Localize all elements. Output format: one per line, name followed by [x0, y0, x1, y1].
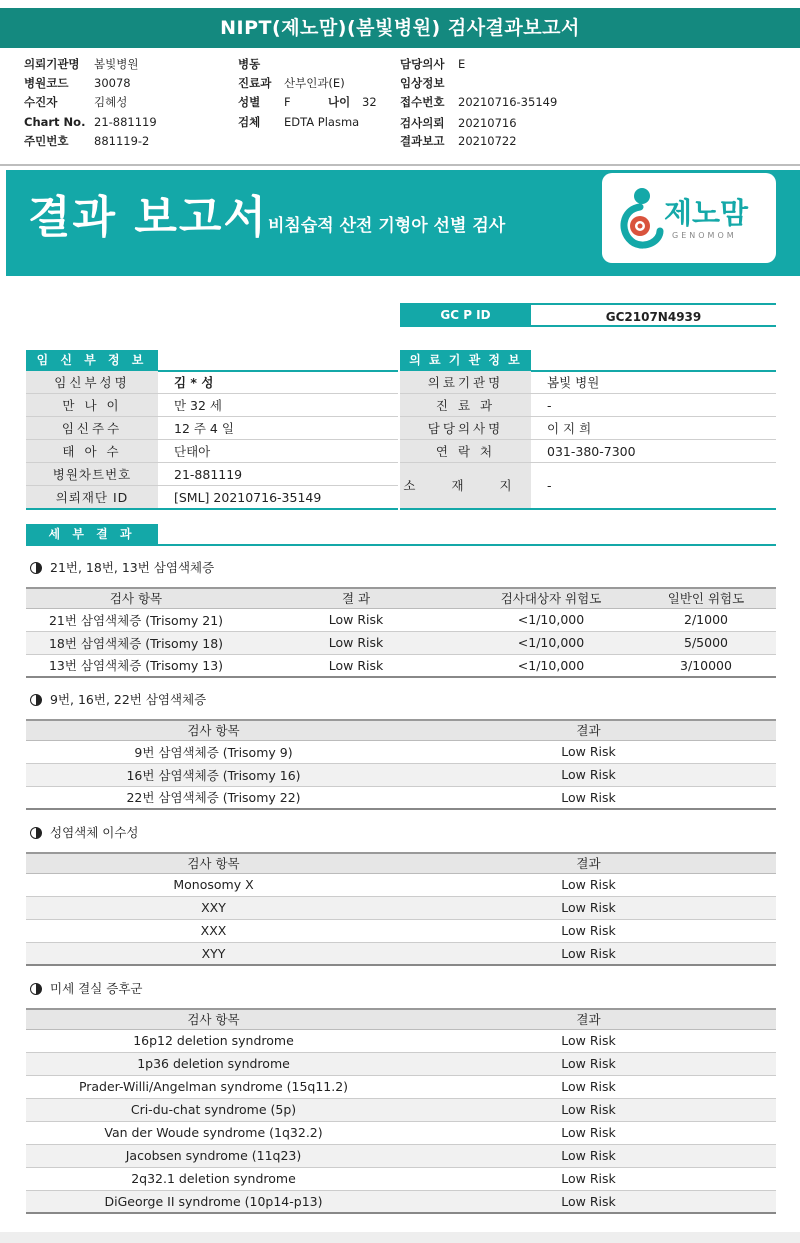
info-request-date: 검사의뢰 20210716: [400, 116, 517, 130]
result-table-microdeletion: [26, 1008, 776, 1214]
table-row: 22번 삼염색체증 (Trisomy 22) Low Risk: [26, 786, 776, 809]
table-row: XXY Low Risk: [26, 896, 776, 919]
table-row: Monosomy X Low Risk: [26, 873, 776, 896]
col-header: 결 과: [246, 588, 466, 608]
page-footer-band: [0, 1232, 800, 1243]
half-circle-icon: [30, 694, 42, 706]
gcpid-label: GC P ID: [400, 303, 531, 327]
kv-row: 임신주수 12 주 4 일: [26, 417, 398, 440]
genomom-logo: [602, 173, 776, 263]
kv-row: 의료기관명 봄빛 병원: [400, 371, 776, 394]
hospital-info-heading: 의 료 기 관 정 보: [400, 350, 531, 370]
pregnant-info-bottom-line: [26, 508, 398, 510]
table-row: 9번 삼염색체증 (Trisomy 9) Low Risk: [26, 740, 776, 763]
table-row: 16번 삼염색체증 (Trisomy 16) Low Risk: [26, 763, 776, 786]
result-table-trisomy-9-16-22: [26, 719, 776, 810]
kv-row: 담당의사명 이 지 희: [400, 417, 776, 440]
table-row: 16p12 deletion syndrome Low Risk: [26, 1029, 776, 1052]
info-specimen: 검체 EDTA Plasma: [238, 115, 360, 129]
info-requester: 의뢰기관명 봄빛병원: [24, 57, 139, 71]
details-heading: 세 부 결 과: [26, 524, 158, 544]
report-title: NIPT(제노맘)(봄빛병원) 검사결과보고서: [0, 8, 800, 48]
table-row: Jacobsen syndrome (11q23) Low Risk: [26, 1144, 776, 1167]
col-header: 검사 항목: [26, 1009, 401, 1029]
col-header: 결과: [401, 1009, 776, 1029]
info-sex: 성별 F 나이 32: [238, 95, 377, 109]
banner-subtitle: 비침습적 산전 기형아 선별 검사: [268, 216, 506, 236]
table-row: DiGeorge II syndrome (10p14-p13) Low Risk: [26, 1190, 776, 1213]
col-header: 일반인 위험도: [636, 588, 776, 608]
info-rrn: 주민번호 881119-2: [24, 134, 150, 148]
logo-subtext: GENOMOM: [672, 231, 737, 240]
info-receipt-no: 접수번호 20210716-35149: [400, 95, 558, 109]
info-hospital-code: 병원코드 30078: [24, 76, 131, 90]
col-header: 검사 항목: [26, 853, 401, 873]
table-row: XYY Low Risk: [26, 942, 776, 965]
hospital-info-bottom-line: [400, 508, 776, 510]
col-header: 결과: [401, 720, 776, 740]
banner: [6, 170, 800, 276]
col-header: 검사 항목: [26, 588, 246, 608]
table-row: 13번 삼염색체증 (Trisomy 13) Low Risk <1/10,000 3/10000: [26, 654, 776, 677]
table-row: 1p36 deletion syndrome Low Risk: [26, 1052, 776, 1075]
table-row: 18번 삼염색체증 (Trisomy 18) Low Risk <1/10,000 5/5000: [26, 631, 776, 654]
col-header: 검사대상자 위험도: [466, 588, 636, 608]
kv-row: 연 락 처 031-380-7300: [400, 440, 776, 463]
table-row: 21번 삼염색체증 (Trisomy 21) Low Risk <1/10,000 2/1000: [26, 608, 776, 631]
half-circle-icon: [30, 562, 42, 574]
section-title: 9번, 16번, 22번 삼염색체증: [30, 690, 206, 708]
table-row: Van der Woude syndrome (1q32.2) Low Risk: [26, 1121, 776, 1144]
info-patient: 수진자 김혜성: [24, 95, 128, 109]
kv-row: 태 아 수 단태아: [26, 440, 398, 463]
details-line: [26, 544, 776, 546]
result-table-sex-chromosome: [26, 852, 776, 966]
divider: [0, 164, 800, 166]
table-row: 2q32.1 deletion syndrome Low Risk: [26, 1167, 776, 1190]
genomom-mother-icon: [616, 185, 664, 251]
info-report-date: 결과보고 20210722: [400, 134, 517, 148]
banner-title: 결과 보고서: [28, 192, 268, 243]
table-row: XXX Low Risk: [26, 919, 776, 942]
info-clinical: 임상정보: [400, 76, 445, 90]
half-circle-icon: [30, 827, 42, 839]
logo-text: 제노맘: [664, 196, 749, 230]
section-title: 미세 결실 증후군: [30, 979, 142, 997]
info-doctor: 담당의사 E: [400, 57, 466, 71]
kv-row: 진 료 과 -: [400, 394, 776, 417]
table-row: Prader-Willi/Angelman syndrome (15q11.2) Low Risk: [26, 1075, 776, 1098]
kv-row: 임신부성명 김 * 성: [26, 371, 398, 394]
info-chart-no: Chart No. 21-881119: [24, 115, 157, 129]
col-header: 결과: [401, 853, 776, 873]
kv-row: 소 재 지 -: [400, 463, 776, 508]
section-title: 21번, 18번, 13번 삼염색체증: [30, 558, 214, 576]
section-title: 성염색체 이수성: [30, 823, 139, 841]
kv-row: 의뢰재단 ID [SML] 20210716-35149: [26, 486, 398, 509]
pregnant-info-heading: 임 신 부 정 보: [26, 350, 158, 370]
table-row: Cri-du-chat syndrome (5p) Low Risk: [26, 1098, 776, 1121]
result-table-trisomy-21-18-13: [26, 587, 776, 678]
kv-row: 병원차트번호 21-881119: [26, 463, 398, 486]
gcpid-value: GC2107N4939: [531, 303, 776, 327]
half-circle-icon: [30, 983, 42, 995]
header-info: [0, 52, 800, 162]
info-ward: 병동: [238, 57, 261, 71]
col-header: 검사 항목: [26, 720, 401, 740]
info-department: 진료과 산부인과(E): [238, 76, 345, 90]
kv-row: 만 나 이 만 32 세: [26, 394, 398, 417]
